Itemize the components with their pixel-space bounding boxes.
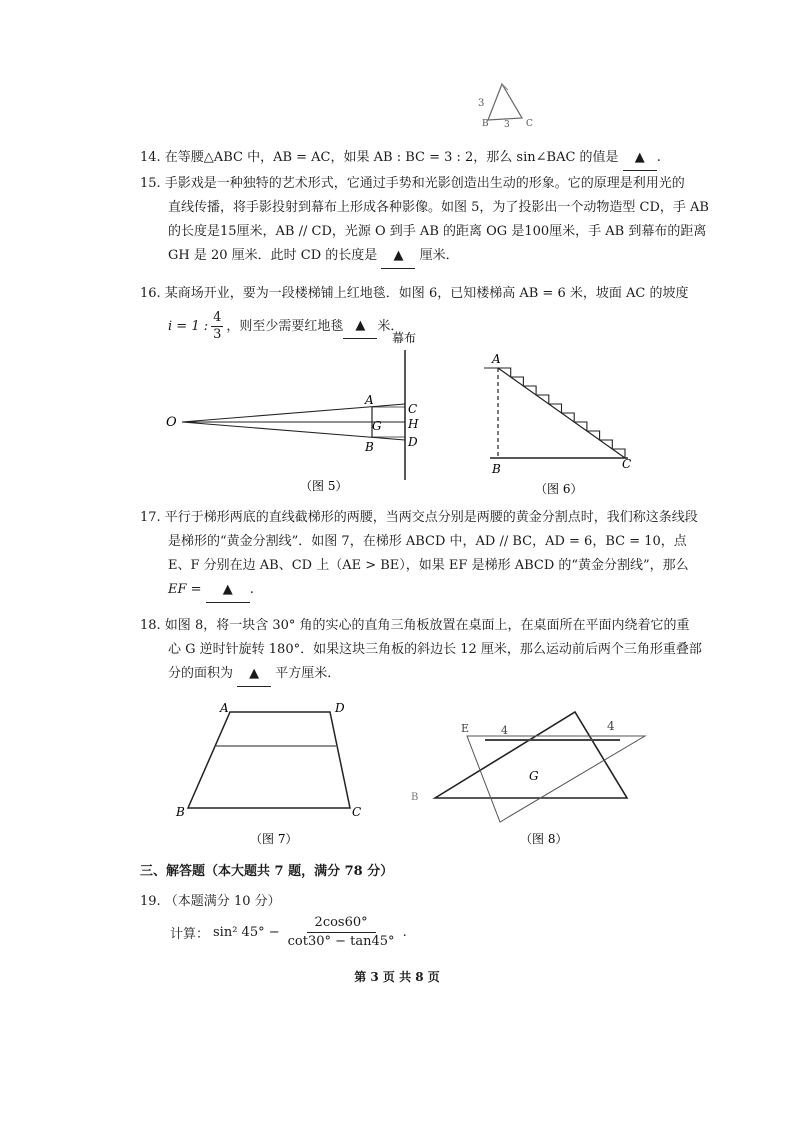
answer-blank[interactable]: ▲ — [237, 662, 271, 687]
fig8-label-4: 4 — [501, 724, 508, 737]
fig5-screen-label: 幕布 — [392, 331, 417, 345]
q17-line: E、F 分别在边 AB、CD 上（AE > BE），如果 EF 是梯形 ABCD 的“黄金分割线”，那么 — [168, 558, 689, 573]
fig8-label-E: E — [461, 722, 470, 735]
fig7-label-D: D — [335, 701, 345, 715]
fig5-label-H: H — [408, 417, 419, 431]
fig5-label-G: G — [372, 419, 382, 433]
fig6-label-B: B — [492, 462, 501, 476]
fig5-label-A: A — [365, 393, 374, 407]
figure-7 — [170, 700, 370, 850]
header-sketch — [470, 78, 540, 128]
answer-blank[interactable]: ▲ — [623, 146, 657, 171]
fig7-label-C: C — [352, 805, 362, 819]
fig8-caption: （图 8） — [520, 832, 568, 846]
fig5-caption: （图 5） — [300, 479, 348, 493]
q17-line: 是梯形的“黄金分割线”．如图 7，在梯形 ABCD 中，AD // BC，AD = 6，BC = 10，点 — [168, 534, 687, 549]
q17-line: 17. 平行于梯形两底的直线截梯形的两腰，当两交点分别是两腰的黄金分割点时，我们称这条线段 — [140, 510, 698, 525]
question-19-expression: 计算： sin² 45° − $\frac{2\cos 60^\circ}{\cot 30^\circ - \tan 45^\circ}$ . — [170, 915, 407, 949]
fig5-label-B: B — [365, 440, 374, 454]
fig7-caption: （图 7） — [250, 832, 298, 846]
fig6-caption: （图 6） — [535, 482, 583, 496]
question-15 — [140, 172, 709, 269]
fig8-label-B: B — [411, 792, 419, 803]
sketch-label: B — [482, 119, 489, 128]
q15-line: 15. 手影戏是一种独特的艺术形式，它通过手势和光影创造出生动的形象。它的原理是利用光的 — [140, 176, 685, 191]
q16-line: 16. 某商场开业，要为一段楼梯铺上红地毯．如图 6，已知楼梯高 AB = 6 米，坡面 AC 的坡度 — [140, 286, 689, 301]
fig5-label-C: C — [408, 402, 418, 416]
q15-line: GH 是 20 厘米．此时 CD 的长度是 ▲ 厘米． — [140, 244, 660, 269]
sketch-label: 3 — [478, 98, 485, 109]
q18-line: 心 G 逆时针旋转 180°．如果这块三角板的斜边长 12 厘米，那么运动前后两个三角形重叠部 — [168, 642, 702, 657]
q14-text: 14. 在等腰△ABC 中，AB = AC，如果 AB : BC = 3 : 2，那么 sin∠BAC 的值是 — [140, 150, 619, 165]
question-14: 14. 在等腰△ABC 中，AB = AC，如果 AB : BC = 3 : 2，那么 sin∠BAC 的值是 ▲ . — [140, 146, 660, 171]
fraction: 4 3 — [213, 310, 222, 342]
answer-blank[interactable]: ▲ — [343, 314, 377, 339]
figure-8 — [405, 700, 650, 850]
page-footer: 第 3 页 共 8 页 — [354, 970, 440, 984]
q15-line: 的长度是15厘米，AB // CD，光源 O 到手 AB 的距离 OG 是100厘米，手 AB 到幕布的距离 — [168, 224, 707, 239]
q18-line: 分的面积为 ▲ 平方厘米． — [140, 662, 660, 687]
fig8-label-G: G — [529, 769, 539, 783]
figure-5 — [160, 330, 430, 500]
fig6-label-C: C — [622, 457, 632, 471]
fig8-label-4b: 4 — [607, 719, 615, 733]
q16-line: i = 1 : 4 3 ，则至少需要红地毯 ▲ 米． — [168, 310, 404, 342]
sketch-label: 3 — [504, 120, 510, 128]
question-19-head: 19. （本题满分 10 分） — [140, 894, 281, 909]
section-3-title: 三、解答题（本大题共 7 题，满分 78 分） — [140, 864, 394, 879]
answer-blank[interactable]: ▲ — [381, 244, 415, 269]
fig5-label-O: O — [166, 415, 177, 430]
fig6-label-A: A — [492, 352, 501, 366]
q15-line: 直线传播，将手影投射到幕布上形成各种影像。如图 5，为了投影出一个动物造型 CD，手 AB — [168, 200, 709, 215]
calc-label: 计算： — [170, 927, 210, 942]
fig5-label-D: D — [408, 435, 418, 449]
sketch-label: C — [526, 119, 533, 128]
question-17 — [140, 506, 698, 603]
fig7-label-A: A — [220, 701, 229, 715]
q18-line: 18. 如图 8，将一块含 30° 角的实心的直角三角板放置在桌面上，在桌面所在平面内绕着它的重 — [140, 618, 690, 633]
fig7-label-B: B — [176, 805, 185, 819]
figure-6 — [480, 350, 640, 500]
q17-line: EF = ▲ . — [140, 578, 660, 603]
answer-blank[interactable]: ▲ — [206, 578, 250, 603]
expr-lead: sin² 45° − — [213, 925, 280, 940]
fraction: $\frac{2\cos 60^\circ}{\cot 30^\circ - \tan 45^\circ}$ — [287, 915, 395, 949]
question-18 — [140, 614, 702, 687]
